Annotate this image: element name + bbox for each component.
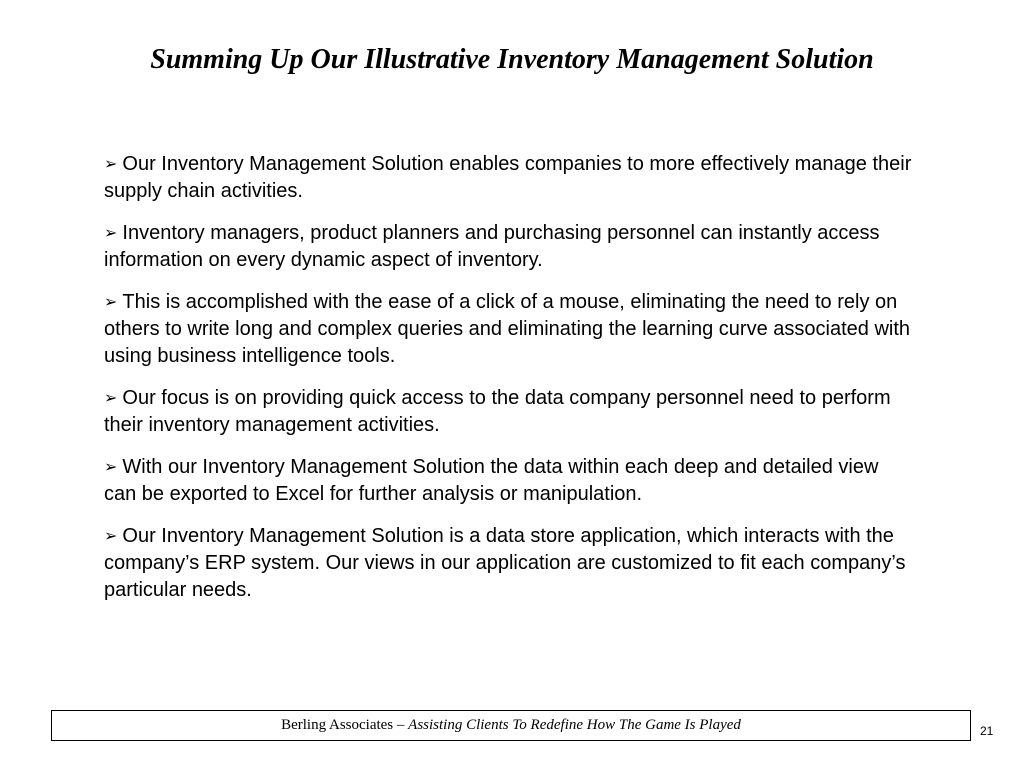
bullet-item [104,385,916,439]
footer-tagline: Assisting Clients To Redefine How The Game Is Played [408,717,741,733]
page-number: 21 [980,724,994,738]
arrowhead-bullet-icon: ➢ [104,225,118,242]
bullet-text: With our Inventory Management Solution the data within each deep and detailed view can be exported to Excel for further analysis or manipulation. [104,456,879,505]
bullet-item [104,220,916,274]
footer-company: Berling Associates [281,717,394,733]
bullet-text: Inventory managers, product planners and purchasing personnel can instantly access information on every dynamic aspect of inventory. [104,222,880,271]
bullet-item [104,289,916,370]
bullet-item [104,454,916,508]
footer-banner [51,710,971,741]
footer-separator: – [393,717,409,733]
bullet-text: Our Inventory Management Solution is a data store application, which interacts with the company’s ERP system. Our views in our application are customized to fit each company’s particular needs. [104,525,906,601]
arrowhead-bullet-icon: ➢ [104,156,118,173]
bullet-list [104,151,916,619]
bullet-text: Our Inventory Management Solution enables companies to more effectively manage their supply chain activities. [104,153,912,202]
bullet-item [104,523,916,604]
arrowhead-bullet-icon: ➢ [104,390,118,407]
bullet-text: Our focus is on providing quick access to the data company personnel need to perform their inventory management activities. [104,387,891,436]
slide-title: Summing Up Our Illustrative Inventory Management Solution [150,44,874,75]
arrowhead-bullet-icon: ➢ [104,459,118,476]
arrowhead-bullet-icon: ➢ [104,528,118,545]
arrowhead-bullet-icon: ➢ [104,294,118,311]
bullet-item [104,151,916,205]
bullet-text: This is accomplished with the ease of a click of a mouse, eliminating the need to rely on others to write long and complex queries and eliminating the learning curve associated with using business intelligence tools. [104,291,911,367]
